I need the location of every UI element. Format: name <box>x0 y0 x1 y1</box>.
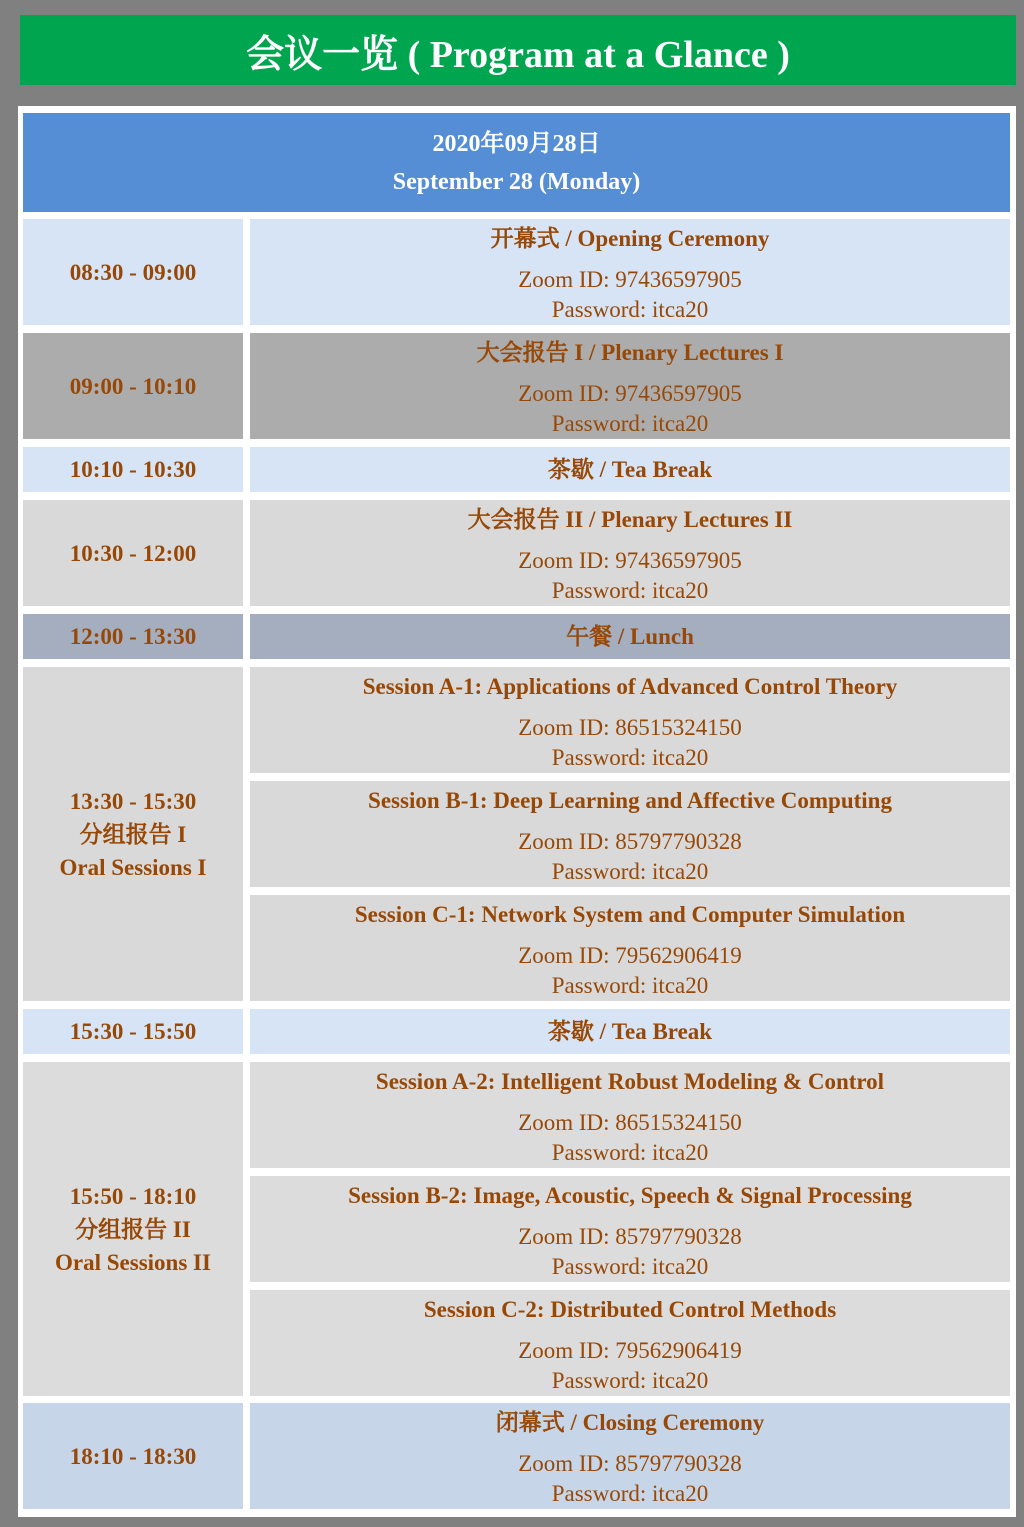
zoom-password: Password: itca20 <box>551 1140 709 1165</box>
zoom-password: Password: itca20 <box>551 297 709 322</box>
session-cell <box>250 667 1010 773</box>
event-title: 闭幕式 / Closing Ceremony <box>495 1410 765 1435</box>
page-title: 会议一览 ( Program at a Glance ) <box>20 15 1016 85</box>
session-cell <box>250 781 1010 887</box>
session-group-cn: 分组报告 I <box>79 821 187 847</box>
time-cell <box>23 447 243 492</box>
event-title: 大会报告 I / Plenary Lectures I <box>476 340 784 365</box>
session-title: Session B-1: Deep Learning and Affective Computing <box>368 788 892 813</box>
event-cell <box>250 1403 1010 1509</box>
session-title: Session B-2: Image, Acoustic, Speech & Signal Processing <box>348 1183 912 1208</box>
time-label: 08:30 - 09:00 <box>69 259 197 285</box>
time-cell <box>23 1009 243 1054</box>
session-cell <box>250 1062 1010 1168</box>
date-cn: 2020年09月28日 <box>432 130 601 157</box>
time-label: 15:50 - 18:10 <box>69 1183 197 1209</box>
program-table <box>18 106 1016 1517</box>
event-cell <box>250 1009 1010 1054</box>
session-group-en: Oral Sessions I <box>59 854 207 880</box>
date-header <box>23 113 1010 212</box>
time-cell <box>23 219 243 325</box>
zoom-password: Password: itca20 <box>551 973 709 998</box>
event-cell <box>250 333 1010 439</box>
zoom-password: Password: itca20 <box>551 745 709 770</box>
zoom-password: Password: itca20 <box>551 1481 709 1506</box>
zoom-id: Zoom ID: 85797790328 <box>518 1224 742 1249</box>
time-cell <box>23 1403 243 1509</box>
time-label: 10:30 - 12:00 <box>69 540 197 566</box>
event-cell <box>250 500 1010 606</box>
zoom-password: Password: itca20 <box>551 1368 709 1393</box>
time-cell <box>23 614 243 659</box>
event-cell <box>250 219 1010 325</box>
date-en: September 28 (Monday) <box>392 168 641 195</box>
event-title: 开幕式 / Opening Ceremony <box>490 226 770 251</box>
time-label: 09:00 - 10:10 <box>69 373 197 399</box>
session-cell <box>250 1290 1010 1396</box>
zoom-id: Zoom ID: 97436597905 <box>518 381 742 406</box>
zoom-id: Zoom ID: 97436597905 <box>518 267 742 292</box>
zoom-password: Password: itca20 <box>551 1254 709 1279</box>
session-title: Session A-1: Applications of Advanced Control Theory <box>362 674 898 699</box>
event-title: 午餐 / Lunch <box>566 623 694 649</box>
event-cell <box>250 614 1010 659</box>
zoom-id: Zoom ID: 79562906419 <box>518 1338 742 1363</box>
time-cell <box>23 1062 243 1396</box>
zoom-id: Zoom ID: 97436597905 <box>518 548 742 573</box>
session-group-en: Oral Sessions II <box>55 1249 211 1275</box>
time-cell <box>23 333 243 439</box>
zoom-id: Zoom ID: 79562906419 <box>518 943 742 968</box>
time-label: 15:30 - 15:50 <box>69 1019 197 1044</box>
time-label: 10:10 - 10:30 <box>69 457 197 482</box>
event-title: 茶歇 / Tea Break <box>547 456 713 482</box>
zoom-id: Zoom ID: 86515324150 <box>518 715 742 740</box>
session-title: Session A-2: Intelligent Robust Modeling & Control <box>375 1069 885 1094</box>
session-group-cn: 分组报告 II <box>75 1216 191 1242</box>
session-cell <box>250 895 1010 1001</box>
zoom-password: Password: itca20 <box>551 578 709 603</box>
zoom-password: Password: itca20 <box>551 411 709 436</box>
time-label: 13:30 - 15:30 <box>69 788 197 814</box>
session-title: Session C-2: Distributed Control Methods <box>423 1297 837 1322</box>
event-cell <box>250 447 1010 492</box>
zoom-password: Password: itca20 <box>551 859 709 884</box>
zoom-id: Zoom ID: 85797790328 <box>518 829 742 854</box>
time-label: 12:00 - 13:30 <box>69 624 197 649</box>
session-title: Session C-1: Network System and Computer Simulation <box>354 902 906 927</box>
time-label: 18:10 - 18:30 <box>69 1443 197 1469</box>
zoom-id: Zoom ID: 85797790328 <box>518 1451 742 1476</box>
zoom-id: Zoom ID: 86515324150 <box>518 1110 742 1135</box>
event-title: 大会报告 II / Plenary Lectures II <box>467 507 793 532</box>
session-cell <box>250 1176 1010 1282</box>
time-cell <box>23 500 243 606</box>
event-title: 茶歇 / Tea Break <box>547 1018 713 1044</box>
time-cell <box>23 667 243 1001</box>
